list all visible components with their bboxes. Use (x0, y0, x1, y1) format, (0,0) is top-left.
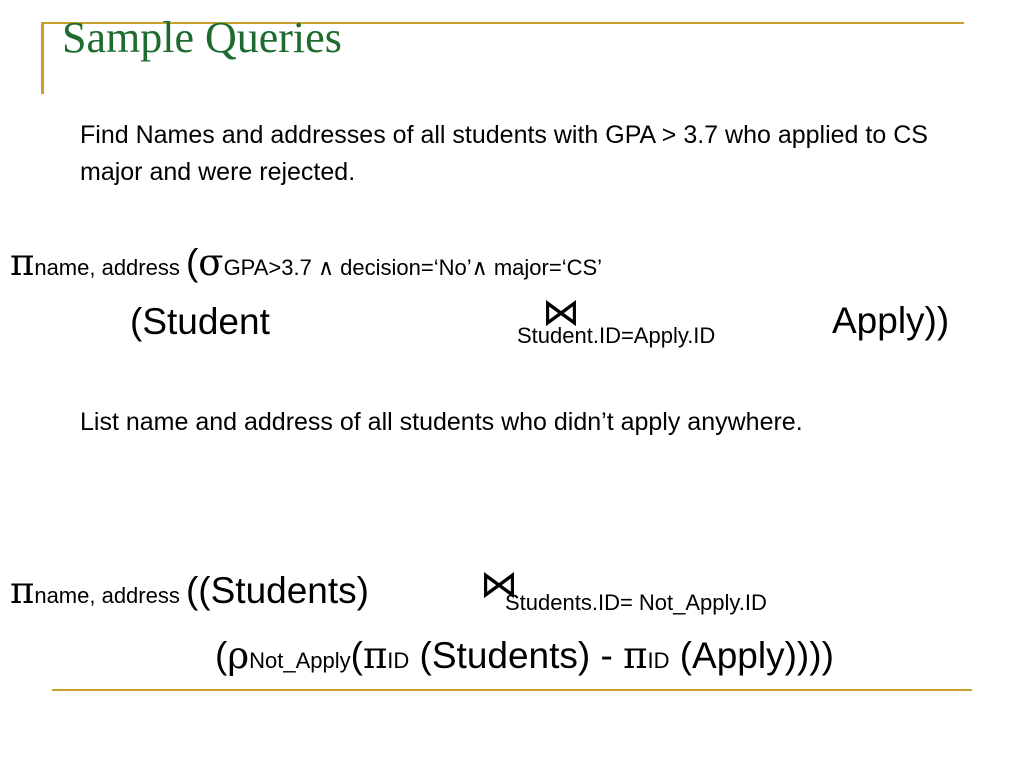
projection-attributes: name, address (34, 255, 186, 280)
projection-id: ID (647, 648, 670, 673)
condition-gpa: GPA>3.7 (223, 255, 318, 280)
query2-expression-line1 (10, 569, 369, 612)
query2-description: List name and address of all students who didn’t apply anywhere. (80, 408, 803, 436)
open-paren: ( (350, 635, 363, 676)
rename-symbol: ρ (227, 634, 250, 677)
query1-join-condition: Student.ID=Apply.ID (517, 323, 716, 348)
open-paren: ( (185, 242, 199, 283)
projection-symbol: π (10, 569, 35, 612)
students-minus: (Students) - (409, 635, 624, 676)
apply-relation: (Apply)))) (669, 635, 834, 676)
title-accent-vertical-rule (41, 22, 44, 94)
query1-expression-line1 (10, 241, 603, 284)
projection-id: ID (387, 648, 410, 673)
students-relation: ((Students) (185, 570, 369, 611)
query1-left-relation: (Student (130, 301, 270, 342)
projection-symbol: π (623, 634, 648, 677)
query2-expression-line2 (215, 634, 834, 677)
and-operator: ∧ (471, 256, 488, 281)
selection-symbol: σ (198, 241, 224, 284)
query1-description: Find Names and addresses of all students with GPA > 3.7 who applied to CS major and were rejected. (80, 121, 928, 186)
footer-rule (52, 689, 972, 691)
projection-attributes: name, address (34, 583, 186, 608)
join-symbol: ⋈ (542, 290, 580, 334)
projection-symbol: π (10, 241, 35, 284)
projection-symbol: π (362, 634, 388, 677)
slide-title: Sample Queries (62, 13, 342, 62)
join-symbol: ⋈ (480, 562, 518, 606)
and-operator: ∧ (317, 256, 335, 281)
condition-decision: decision=‘No’ (334, 255, 472, 280)
rename-target: Not_Apply (249, 648, 351, 673)
open-paren: ( (215, 635, 228, 676)
condition-major: major=‘CS’ (487, 255, 603, 280)
query2-join-condition: Students.ID= Not_Apply.ID (505, 590, 767, 615)
query1-right-relation: Apply)) (832, 300, 950, 341)
